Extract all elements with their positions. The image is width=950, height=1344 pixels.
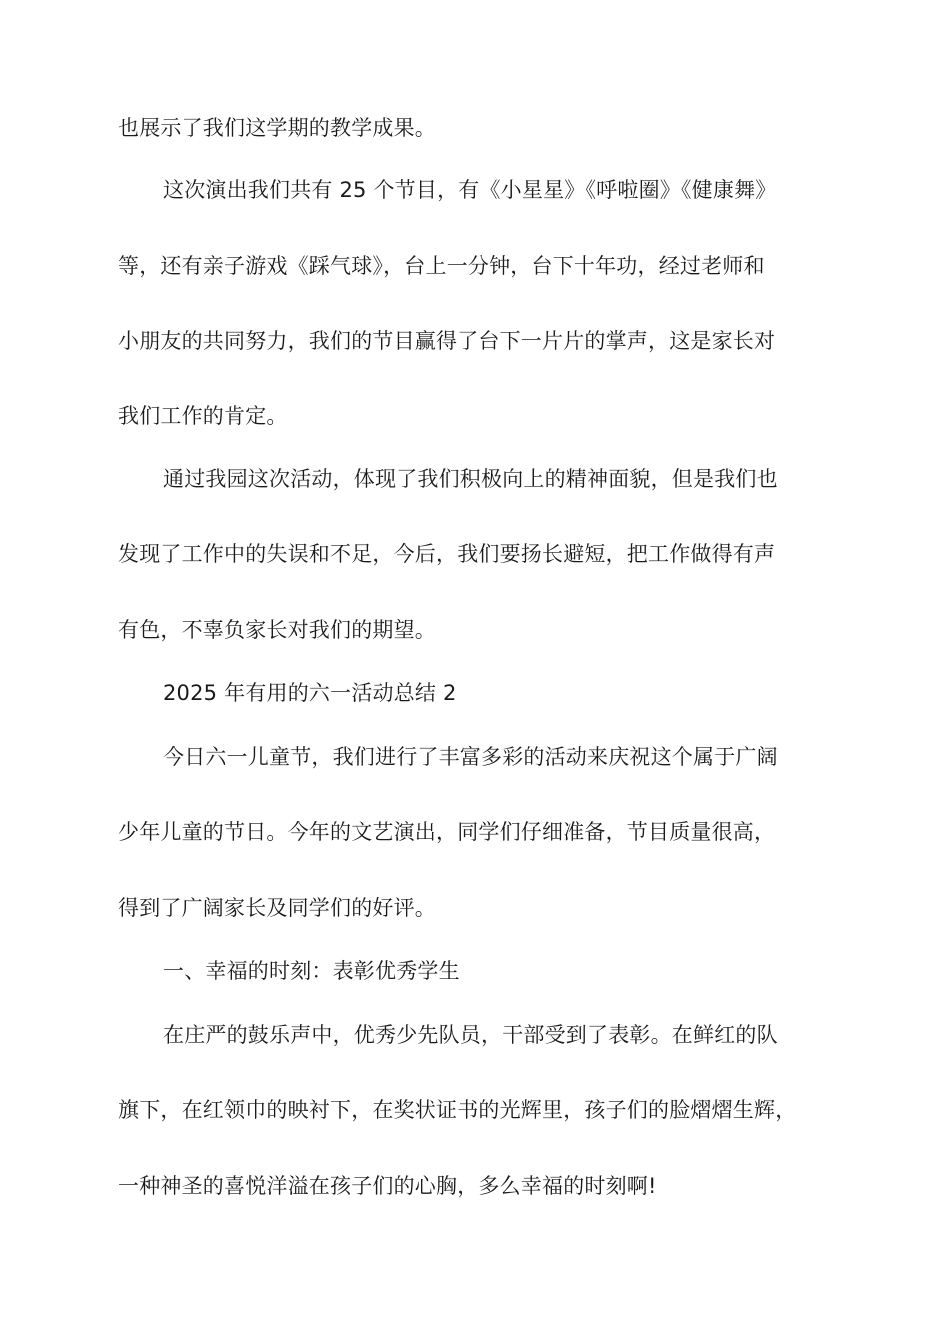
paragraph-start: 通过我园这次活动，体现了我们积极向上的精神面貌，但是我们也 [163,467,778,491]
text-line: 得到了广阔家长及同学们的好评。 [118,896,436,920]
text-line: 少年儿童的节日。今年的文艺演出，同学们仔细准备，节目质量很高， [118,820,776,844]
text-line: 小朋友的共同努力，我们的节目赢得了台下一片片的掌声，这是家长对 [118,329,776,353]
section-heading: 2025 年有用的六一活动总结 2 [163,681,457,705]
paragraph-start: 这次演出我们共有 25 个节目，有《小星星》《呼啦圈》《健康舞》 [163,178,777,202]
subsection-heading: 一、幸福的时刻：表彰优秀学生 [163,959,460,983]
paragraph-start: 在庄严的鼓乐声中，优秀少先队员，干部受到了表彰。在鲜红的队 [163,1023,778,1047]
text-line: 也展示了我们这学期的教学成果。 [118,116,436,140]
text-line: 发现了工作中的失误和不足，今后，我们要扬长避短，把工作做得有声 [118,542,776,566]
text-line: 旗下，在红领巾的映衬下，在奖状证书的光辉里，孩子们的脸熠熠生辉， [118,1098,797,1122]
text-line: 我们工作的肯定。 [118,404,288,428]
text-line: 等，还有亲子游戏《踩气球》，台上一分钟，台下十年功，经过老师和 [118,254,765,278]
paragraph-start: 今日六一儿童节，我们进行了丰富多彩的活动来庆祝这个属于广阔 [163,745,778,769]
text-line: 有色，不辜负家长对我们的期望。 [118,618,436,642]
text-line: 一种神圣的喜悦洋溢在孩子们的心胸，多么幸福的时刻啊! [118,1174,657,1198]
